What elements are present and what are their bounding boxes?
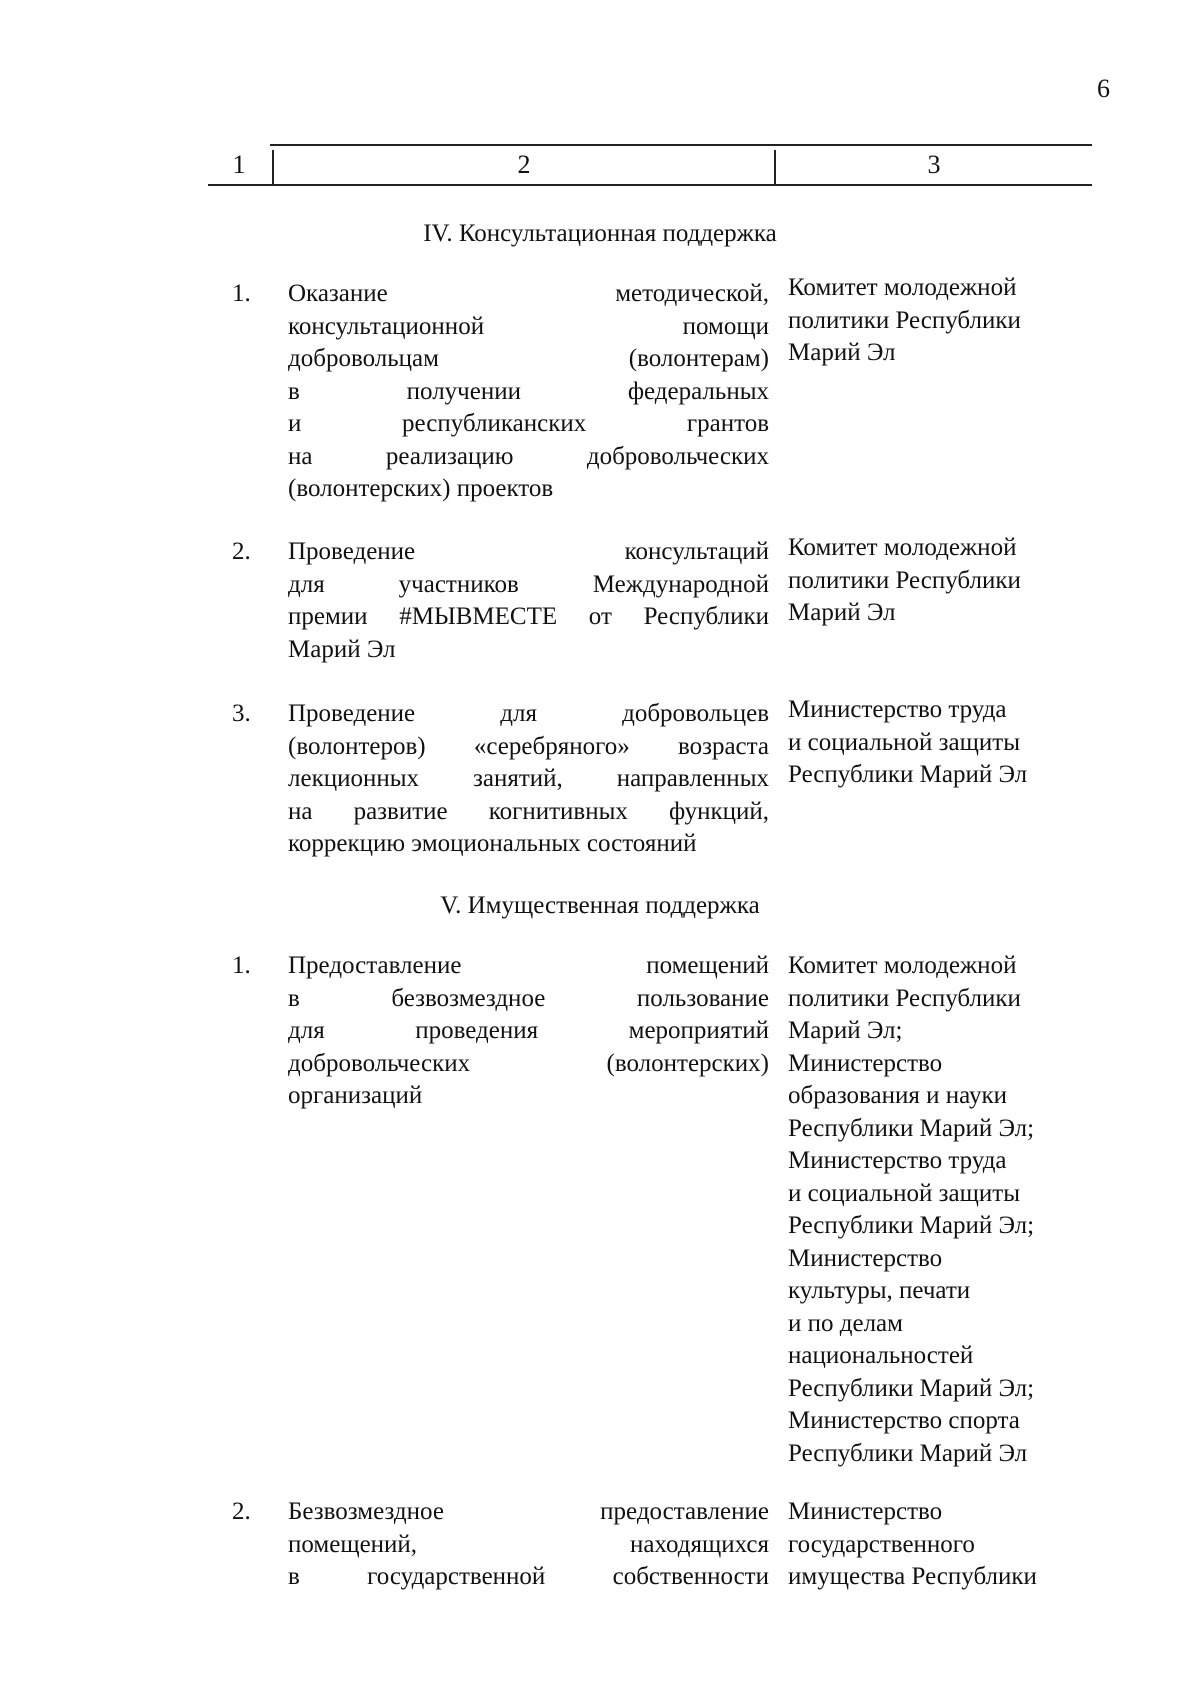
- row-number: 1.: [232, 280, 251, 307]
- row-description: [288, 536, 769, 666]
- description-line: (волонтеров) «серебряного» возраста: [288, 732, 769, 760]
- row-responsible: [788, 532, 1088, 630]
- responsible-line: Республики Марий Эл: [788, 1439, 1028, 1467]
- row-responsible: [788, 272, 1088, 370]
- row-description: [288, 278, 769, 506]
- description-line: коррекцию эмоциональных состояний: [288, 830, 697, 857]
- description-line: (волонтерских) проектов: [288, 475, 554, 502]
- responsible-line: Республики Марий Эл: [788, 761, 1028, 788]
- header-bottom-rule: [208, 184, 1092, 186]
- responsible-line: Министерство спорта: [788, 1407, 1020, 1434]
- description-line: в государственной собственности: [288, 1563, 769, 1590]
- description-line: Оказание методической,: [288, 280, 769, 307]
- description-line: добровольцам (волонтерам): [288, 345, 769, 372]
- responsible-line: Министерство: [788, 1244, 943, 1272]
- description-line: для участников Международной: [288, 570, 769, 598]
- responsible-line: и социальной защиты: [788, 728, 1021, 756]
- header-col-2: 2: [517, 150, 531, 179]
- row-number: 2.: [232, 1498, 251, 1525]
- responsible-line: культуры, печати: [788, 1277, 971, 1304]
- responsible-line: политики Республики: [788, 566, 1021, 594]
- responsible-line: Марий Эл: [788, 339, 896, 366]
- row-responsible: [788, 1496, 1088, 1594]
- responsible-line: Республики Марий Эл;: [788, 1212, 1035, 1239]
- description-line: Проведение консультаций: [288, 538, 769, 565]
- responsible-line: и по делам: [788, 1309, 903, 1337]
- row-number: 1.: [232, 952, 251, 979]
- section-title: IV. Консультационная поддержка: [423, 220, 777, 247]
- header-col-1: 1: [232, 150, 246, 179]
- responsible-line: и социальной защиты: [788, 1179, 1021, 1207]
- description-line: помещений, находящихся: [288, 1530, 769, 1558]
- responsible-line: Министерство труда: [788, 1147, 1007, 1174]
- description-line: лекционных занятий, направленных: [288, 765, 769, 792]
- responsible-line: Комитет молодежной: [788, 274, 1017, 301]
- responsible-line: Комитет молодежной: [788, 534, 1017, 561]
- description-line: на реализацию добровольческих: [288, 442, 769, 470]
- responsible-line: Республики Марий Эл;: [788, 1114, 1035, 1142]
- description-line: Безвозмездное предоставление: [288, 1498, 769, 1525]
- header-top-rule: [270, 144, 1092, 146]
- description-line: Предоставление помещений: [288, 952, 769, 979]
- section-title: V. Имущественная поддержка: [440, 892, 760, 919]
- description-line: на развитие когнитивных функций,: [288, 797, 769, 825]
- description-line: организаций: [288, 1082, 423, 1109]
- row-description: [288, 698, 769, 861]
- row-number: 3.: [232, 700, 251, 727]
- responsible-line: имущества Республики: [788, 1563, 1037, 1590]
- row-description: [288, 1496, 769, 1594]
- responsible-line: политики Республики: [788, 984, 1021, 1012]
- page-number: 6: [1097, 74, 1110, 103]
- row-description: [288, 950, 769, 1113]
- row-number: 2.: [232, 538, 251, 565]
- description-line: добровольческих (волонтерских): [288, 1049, 769, 1077]
- row-responsible: [788, 694, 1088, 792]
- responsible-line: политики Республики: [788, 306, 1021, 334]
- responsible-line: Марий Эл;: [788, 1017, 903, 1044]
- responsible-line: Министерство: [788, 1049, 943, 1077]
- responsible-line: национальностей: [788, 1342, 974, 1369]
- description-line: премии #МЫВМЕСТЕ от Республики: [288, 603, 769, 630]
- column-header-table: [208, 144, 1092, 186]
- description-line: Проведение для добровольцев: [288, 700, 769, 727]
- description-line: в безвозмездное пользование: [288, 984, 769, 1012]
- responsible-line: Марий Эл: [788, 599, 896, 626]
- row-responsible: [788, 950, 1088, 1470]
- header-col-3: 3: [927, 150, 941, 179]
- responsible-line: Министерство: [788, 1498, 943, 1525]
- description-line: для проведения мероприятий: [288, 1017, 769, 1044]
- description-line: в получении федеральных: [288, 377, 769, 405]
- description-line: и республиканских грантов: [288, 410, 769, 437]
- responsible-line: Министерство труда: [788, 696, 1007, 723]
- description-line: Марий Эл: [288, 635, 396, 663]
- responsible-line: Республики Марий Эл;: [788, 1374, 1035, 1402]
- responsible-line: Комитет молодежной: [788, 952, 1017, 979]
- responsible-line: государственного: [788, 1530, 975, 1558]
- description-line: консультационной помощи: [288, 312, 769, 340]
- responsible-line: образования и науки: [788, 1082, 1007, 1109]
